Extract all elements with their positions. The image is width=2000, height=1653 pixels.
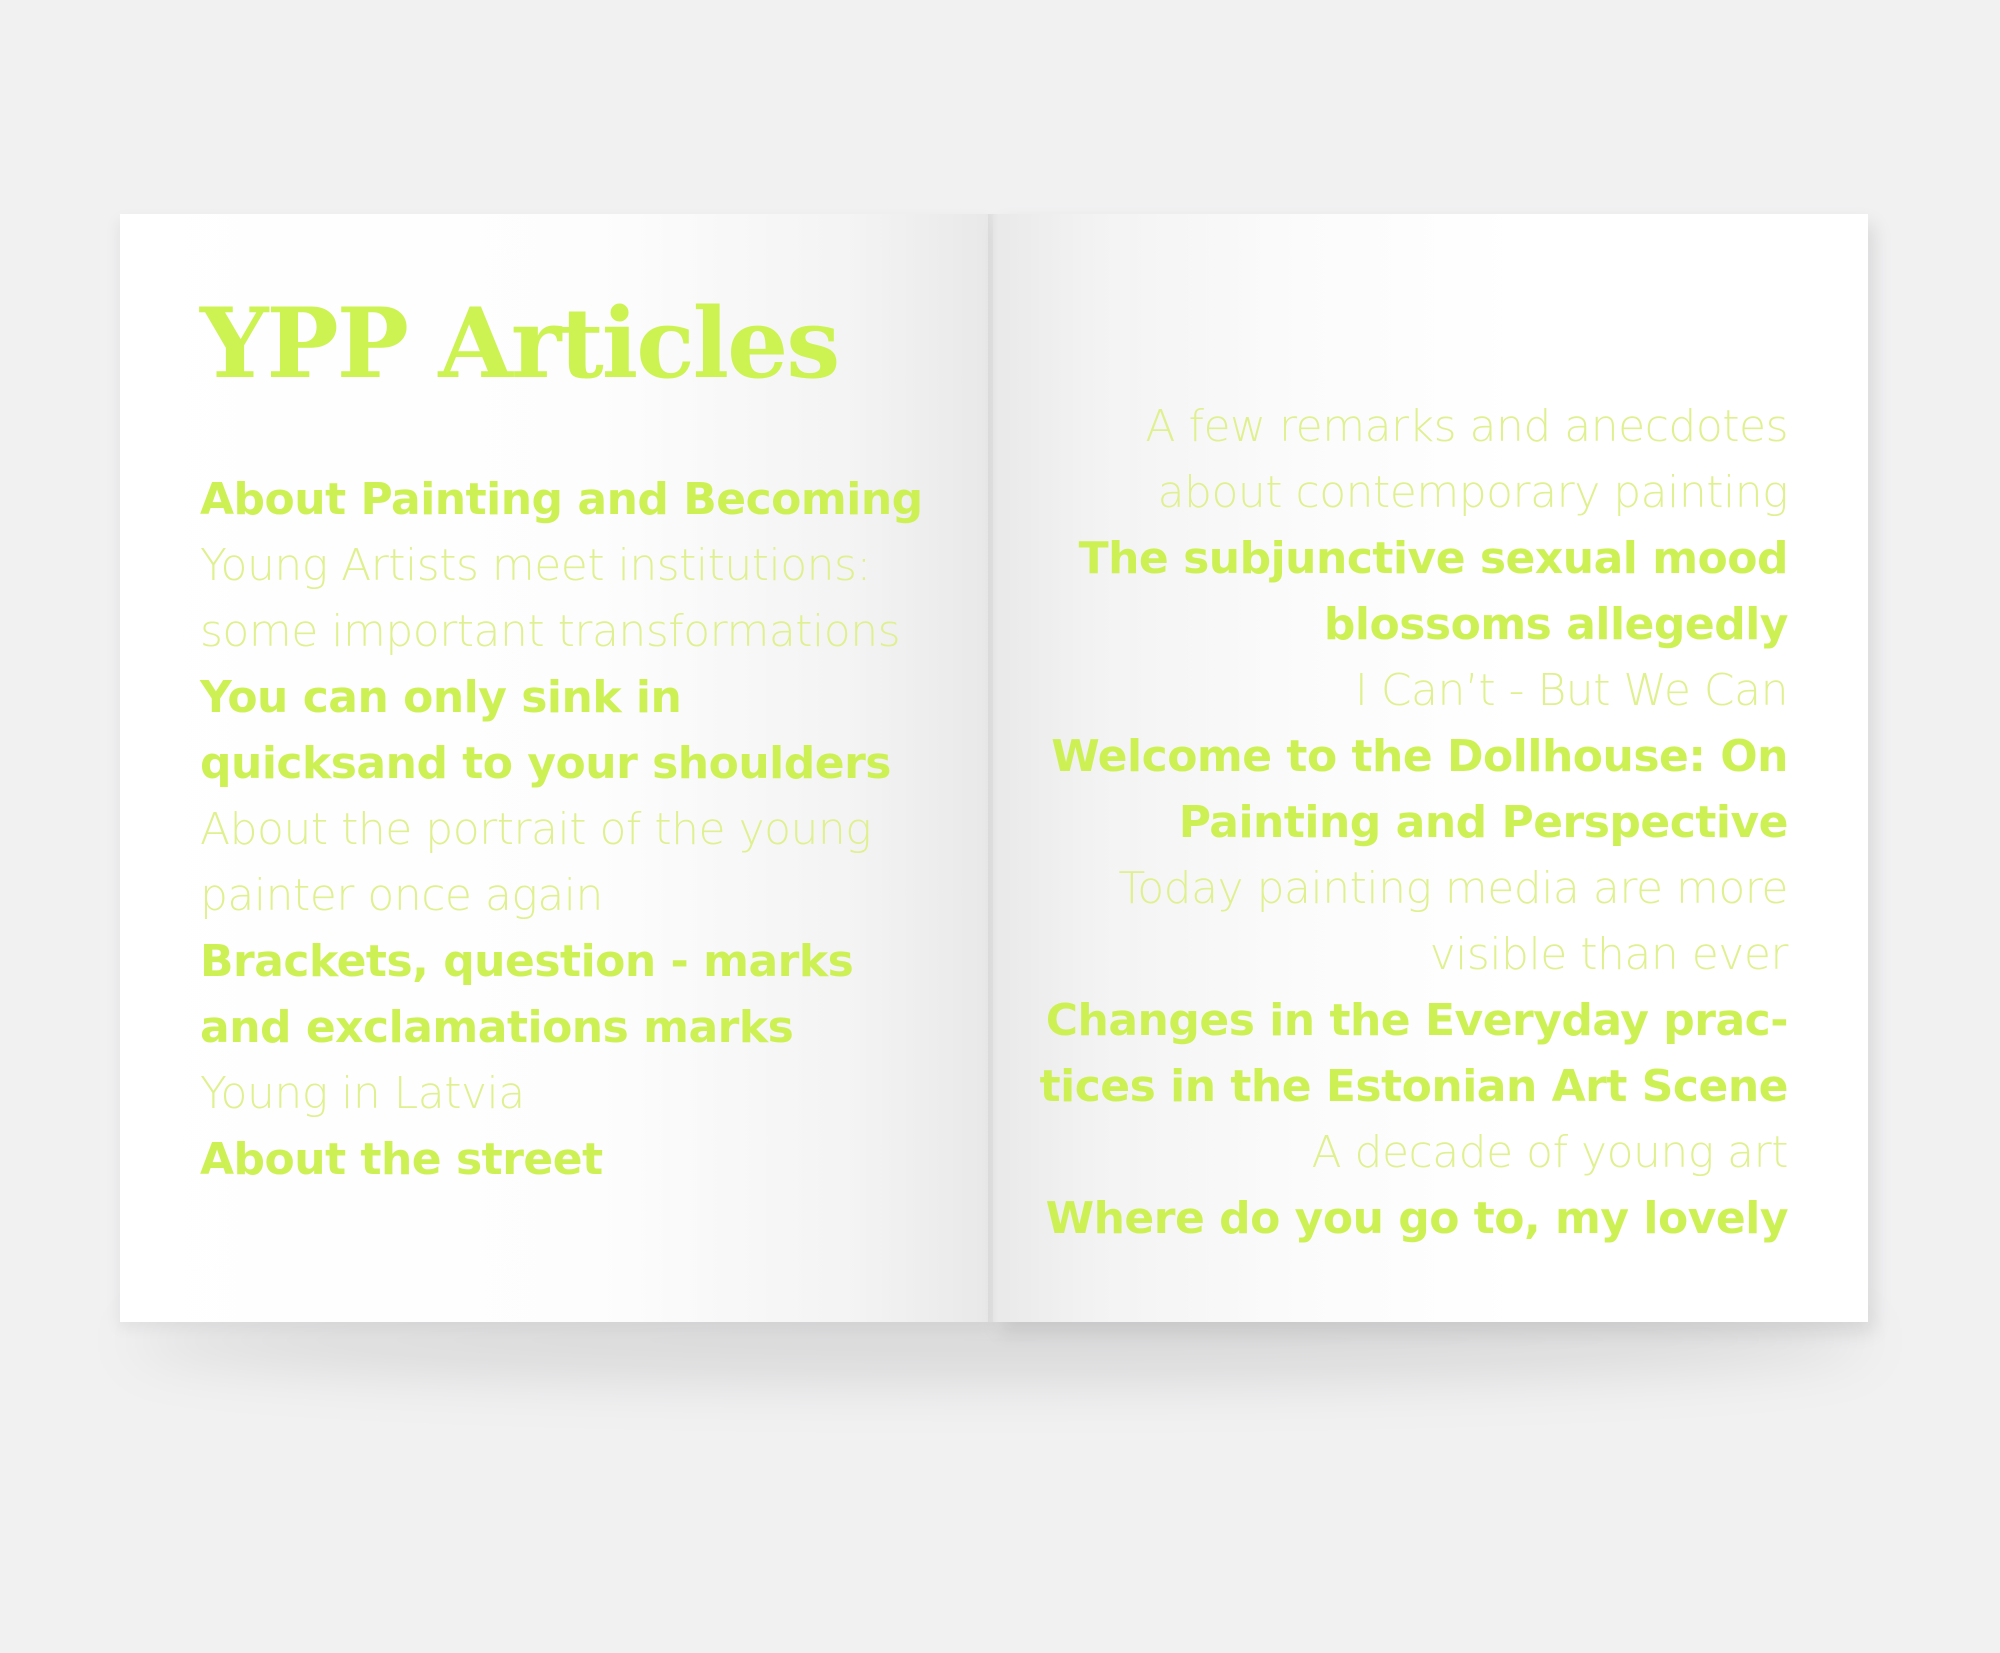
article-title: About Painting and Becoming xyxy=(200,473,923,525)
book-gutter xyxy=(988,214,998,1322)
article-title: Today painting media are more visible than ever xyxy=(1118,863,1788,980)
article-title: Where do you go to, my lovely xyxy=(1045,1193,1788,1244)
article-title: I Can’t - But We Can xyxy=(1354,665,1788,716)
article-title: A few remarks and anecdotes about contemporary painting xyxy=(1145,401,1788,518)
article-title: Changes in the Everyday prac-tices in the Estonian Art Scene xyxy=(1039,995,1788,1112)
article-title: About the portrait of the young painter once again xyxy=(200,803,872,921)
article-title: Welcome to the Dollhouse: On Painting and Perspective xyxy=(1051,731,1788,848)
article-title: A decade of young art xyxy=(1311,1127,1788,1178)
article-title: About the street xyxy=(200,1133,603,1185)
left-page xyxy=(120,214,993,1322)
page-title: YPP Articles xyxy=(200,287,839,400)
article-title: The subjunctive sexual mood blossoms allegedly xyxy=(1078,533,1788,650)
article-title: Young in Latvia xyxy=(200,1067,525,1119)
right-page xyxy=(993,214,1868,1322)
article-title: You can only sink in quicksand to your shoulders xyxy=(200,671,891,789)
left-article-list xyxy=(200,467,933,1193)
article-title: Young Artists meet institutions: some important transformations xyxy=(200,539,900,657)
right-article-list xyxy=(1033,394,1788,1252)
article-title: Brackets, question - marks and exclamations marks xyxy=(200,935,854,1053)
